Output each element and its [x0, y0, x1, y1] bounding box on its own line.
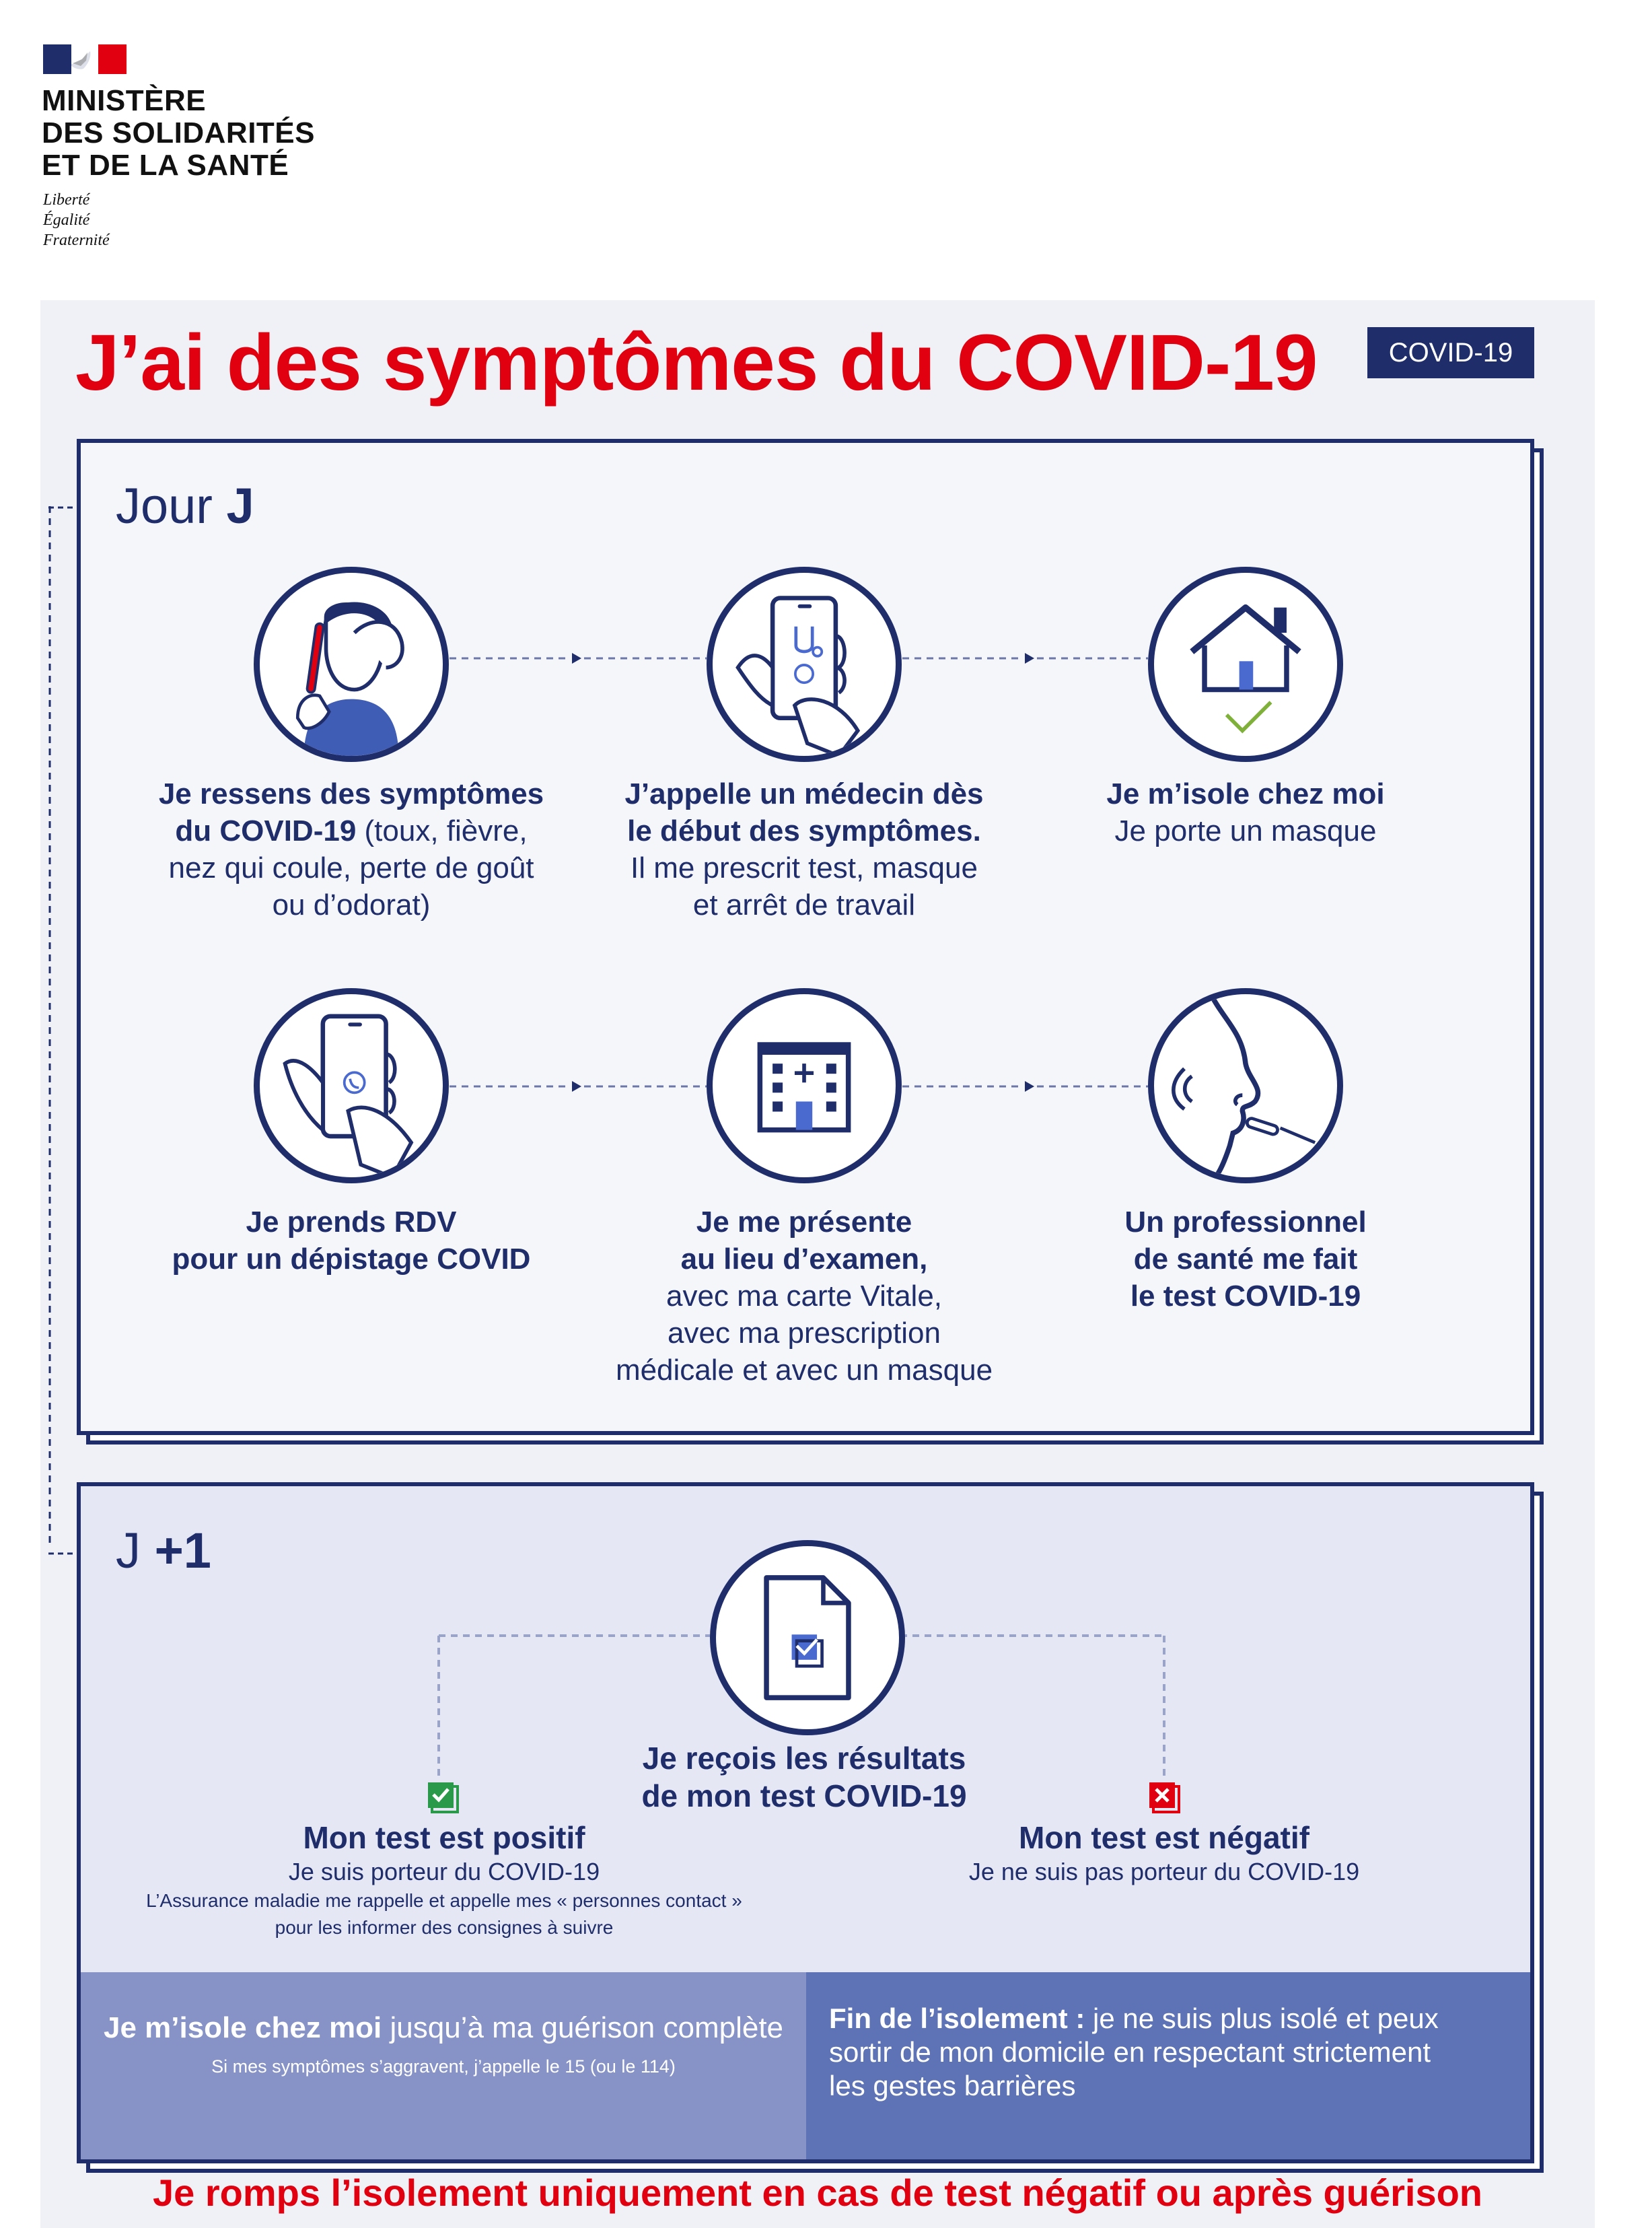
step-2-rest1: Il me prescrit test, masque — [631, 851, 978, 884]
positive-title: Mon test est positif — [303, 1820, 585, 1855]
arrow-connector-4 — [902, 1079, 1037, 1094]
sick-person-thermometer-icon — [254, 567, 449, 762]
arrow-connector-2b — [1037, 651, 1148, 666]
step-3-rest1: Je porte un masque — [1114, 814, 1377, 847]
timeline-connector — [46, 506, 59, 1559]
motto-fraternite: Fraternité — [43, 232, 110, 249]
isolation-band-small: Si mes symptômes s’aggravent, j’appelle le 15 (ou le 114) — [211, 2056, 676, 2077]
house-check-icon — [1148, 567, 1343, 762]
step-5-rest3: médicale et avec un masque — [615, 1354, 993, 1387]
day-j1-strong: +1 — [154, 1523, 211, 1578]
isolation-band-main — [81, 2010, 806, 2046]
step-1-rest3: ou d’odorat) — [272, 889, 431, 921]
phone-call-icon — [254, 988, 449, 1183]
end-isolation-rest1: je ne suis plus isolé et peux — [1085, 2003, 1439, 2034]
motto-liberte: Liberté — [43, 191, 90, 209]
step-2-bold: J’appelle un médecin dès — [624, 777, 984, 810]
day-j1-prefix: J — [116, 1523, 141, 1578]
step-2-bold2: le début des symptômes. — [627, 814, 981, 847]
step-5-text — [569, 1204, 1040, 1389]
step-1-bold2: du COVID-19 — [175, 814, 357, 847]
step-1-rest2: nez qui coule, perte de goût — [168, 851, 534, 884]
day-j-label — [116, 479, 254, 533]
day-j1-label — [116, 1524, 211, 1578]
negative-cross-icon — [1148, 1781, 1180, 1813]
nasal-swab-icon — [1148, 988, 1343, 1183]
step-6-bold2: de santé me fait — [1133, 1243, 1358, 1276]
arrow-connector-1 — [450, 651, 584, 666]
phone-doctor-call-icon — [707, 567, 902, 762]
positive-note-2: pour les informer des consignes à suivre — [275, 1917, 614, 1938]
positive-check-icon — [427, 1781, 459, 1813]
end-isolation-bold: Fin de l’isolement : — [829, 2003, 1085, 2034]
step-1-rest1: (toux, fièvre, — [356, 814, 528, 847]
isolation-band-rest: jusqu’à ma guérison complète — [382, 2011, 784, 2044]
footer-warning: Je romps l’isolement uniquement en cas de test négatif ou après guérison — [152, 2171, 1483, 2214]
step-5-bold: Je me présente — [696, 1206, 912, 1239]
negative-sub: Je ne suis pas porteur du COVID-19 — [968, 1858, 1360, 1885]
isolation-band — [81, 1972, 806, 2159]
ministry-line-3: ET DE LA SANTÉ — [42, 149, 289, 182]
negative-result — [875, 1819, 1453, 1887]
covid-badge: COVID-19 — [1367, 327, 1534, 378]
step-3-bold: Je m’isole chez moi — [1106, 777, 1385, 810]
end-isolation-line-3: les gestes barrières — [829, 2070, 1076, 2101]
arrow-connector-3 — [450, 1079, 584, 1094]
hospital-building-icon — [707, 988, 902, 1183]
day-j-strong: J — [226, 478, 254, 534]
arrow-connector-1b — [584, 651, 707, 666]
motto-egalite: Égalité — [43, 211, 90, 229]
end-isolation-band — [806, 1972, 1530, 2159]
positive-result — [81, 1819, 807, 1941]
step-4-text — [116, 1204, 587, 1278]
step-3-text — [1010, 775, 1481, 849]
positive-sub: Je suis porteur du COVID-19 — [288, 1858, 600, 1885]
results-line-1: Je reçois les résultats — [642, 1741, 966, 1776]
day-j-prefix: Jour — [116, 478, 213, 534]
step-1-bold: Je ressens des symptômes — [158, 777, 544, 810]
step-5-rest1: avec ma carte Vitale, — [666, 1280, 943, 1313]
arrow-connector-2 — [902, 651, 1037, 666]
end-isolation-line-2: sortir de mon domicile en respectant strictement — [829, 2036, 1431, 2068]
step-2-text — [569, 775, 1040, 924]
isolation-band-bold: Je m’isole chez moi — [103, 2011, 382, 2044]
results-received-text — [569, 1739, 1040, 1815]
republic-motto — [43, 190, 110, 250]
arrow-connector-4b — [1037, 1079, 1148, 1094]
ministry-line-2: DES SOLIDARITÉS — [42, 116, 315, 149]
negative-title: Mon test est négatif — [1019, 1820, 1309, 1855]
step-1-text — [116, 775, 587, 924]
step-6-bold: Un professionnel — [1124, 1206, 1367, 1239]
positive-note-1: L’Assurance maladie me rappelle et appelle mes « personnes contact » — [146, 1890, 742, 1911]
step-2-rest2: et arrêt de travail — [692, 889, 916, 921]
document-check-icon — [710, 1540, 905, 1735]
step-4-bold: Je prends RDV — [246, 1206, 457, 1239]
end-isolation-text — [829, 2002, 1515, 2103]
step-6-text — [1010, 1204, 1481, 1315]
step-5-rest2: avec ma prescription — [668, 1317, 941, 1350]
step-1-line2 — [116, 812, 587, 849]
page-title: J’ai des symptômes du COVID-19 — [75, 318, 1318, 407]
marianne-flag-logo — [43, 44, 127, 74]
ministry-name — [42, 85, 315, 182]
results-line-2: de mon test COVID-19 — [641, 1778, 967, 1813]
step-6-bold3: le test COVID-19 — [1130, 1280, 1361, 1313]
step-4-bold2: pour un dépistage COVID — [172, 1243, 531, 1276]
arrow-connector-3b — [584, 1079, 707, 1094]
ministry-line-1: MINISTÈRE — [42, 84, 207, 117]
end-isolation-line-1 — [829, 2002, 1515, 2035]
step-5-bold2: au lieu d’examen, — [680, 1243, 928, 1276]
